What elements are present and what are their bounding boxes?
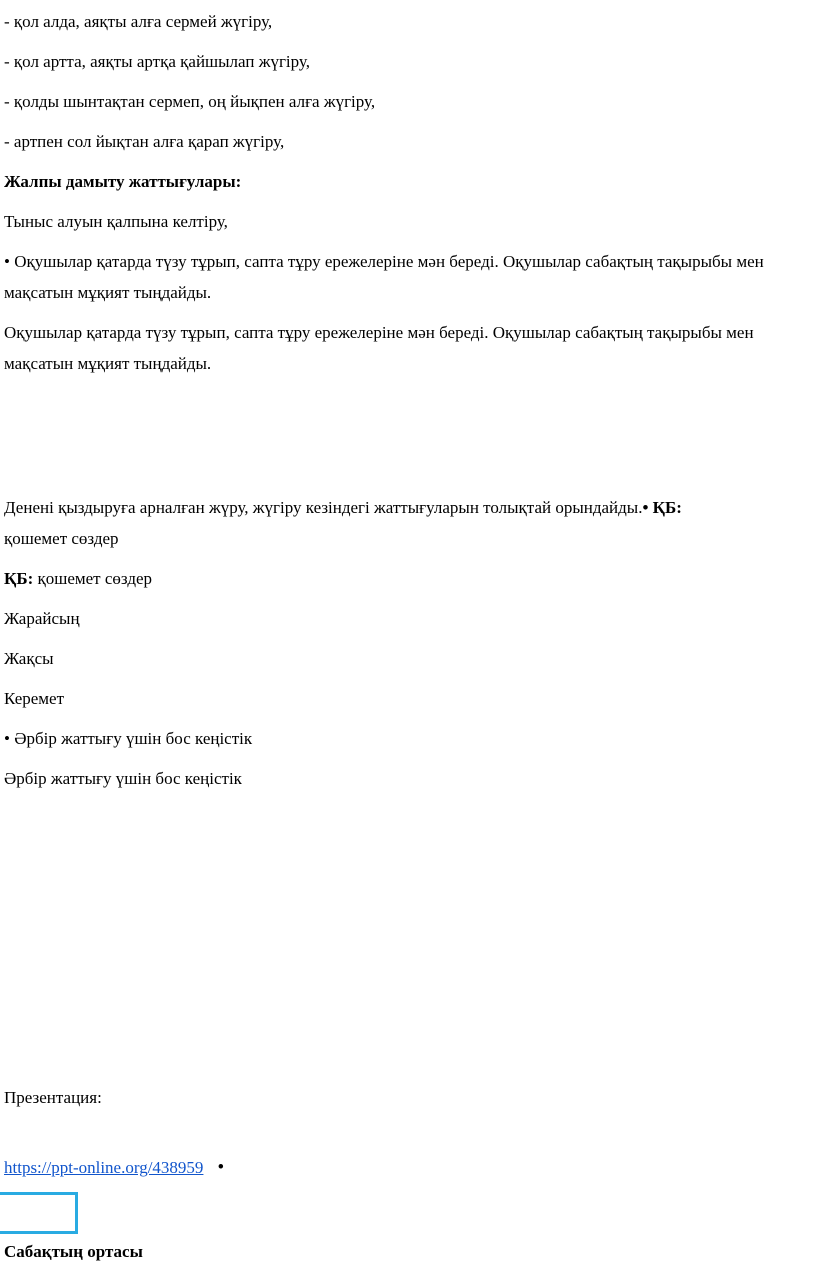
paragraph-warmup-kb (4, 492, 734, 554)
paragraph-run-exercise-4: - артпен сол йықтан алға қарап жүгіру, (4, 132, 285, 151)
text-run: Денені қыздыруға арналған жүру, жүгіру кезіндегі жаттығуларын толықтай орындайды. (4, 498, 643, 517)
paragraph-praise-2: Жақсы (4, 649, 54, 668)
kb-label: ҚБ: (4, 569, 34, 588)
text-run: қошемет сөздер (4, 529, 119, 548)
heading-general-development-exercises: Жалпы дамыту жаттығулары: (4, 172, 242, 191)
blank-space-1 (4, 388, 808, 492)
paragraph-students-plain: Оқушылар қатарда түзу тұрып, сапта тұру ережелеріне мән береді. Оқушылар сабақтың тақырыбы мен мақсатын мұқият тыңдайды. (4, 323, 754, 373)
paragraph-run-exercise-1: - қол алда, аяқты алға сермей жүгіру, (4, 12, 273, 31)
link-line (4, 1152, 808, 1183)
bullet-icon: • (217, 1157, 225, 1178)
paragraph-breathing: Тыныс алуын қалпына келтіру, (4, 212, 228, 231)
heading-lesson-middle: Сабақтың ортасы (4, 1242, 143, 1261)
paragraph-praise-1: Жарайсың (4, 609, 80, 628)
paragraph-free-space-bulleted: • Әрбір жаттығу үшін бос кеңістік (4, 729, 253, 748)
blank-space-3 (4, 1122, 808, 1152)
paragraph-praise-3: Керемет (4, 689, 65, 708)
empty-blue-box (0, 1192, 78, 1234)
blank-space-2 (4, 803, 808, 1082)
paragraph-run-exercise-3: - қолды шынтақтан сермеп, оң йықпен алға жүгіру, (4, 92, 376, 111)
kb-label: • ҚБ: (642, 498, 682, 517)
paragraph-run-exercise-2: - қол артта, аяқты артқа қайшылап жүгіру, (4, 52, 310, 71)
text-run: қошемет сөздер (33, 569, 153, 588)
paragraph-kb-praise-words (4, 563, 808, 594)
presentation-link[interactable]: https://ppt-online.org/438959 (4, 1158, 204, 1177)
paragraph-presentation-label: Презентация: (4, 1088, 102, 1107)
paragraph-students-bulleted: • Оқушылар қатарда түзу тұрып, сапта тұру ережелеріне мән береді. Оқушылар сабақтың тақырыбы мен мақсатын мұқият тыңдайды. (4, 252, 764, 302)
paragraph-free-space-plain: Әрбір жаттығу үшін бос кеңістік (4, 769, 242, 788)
